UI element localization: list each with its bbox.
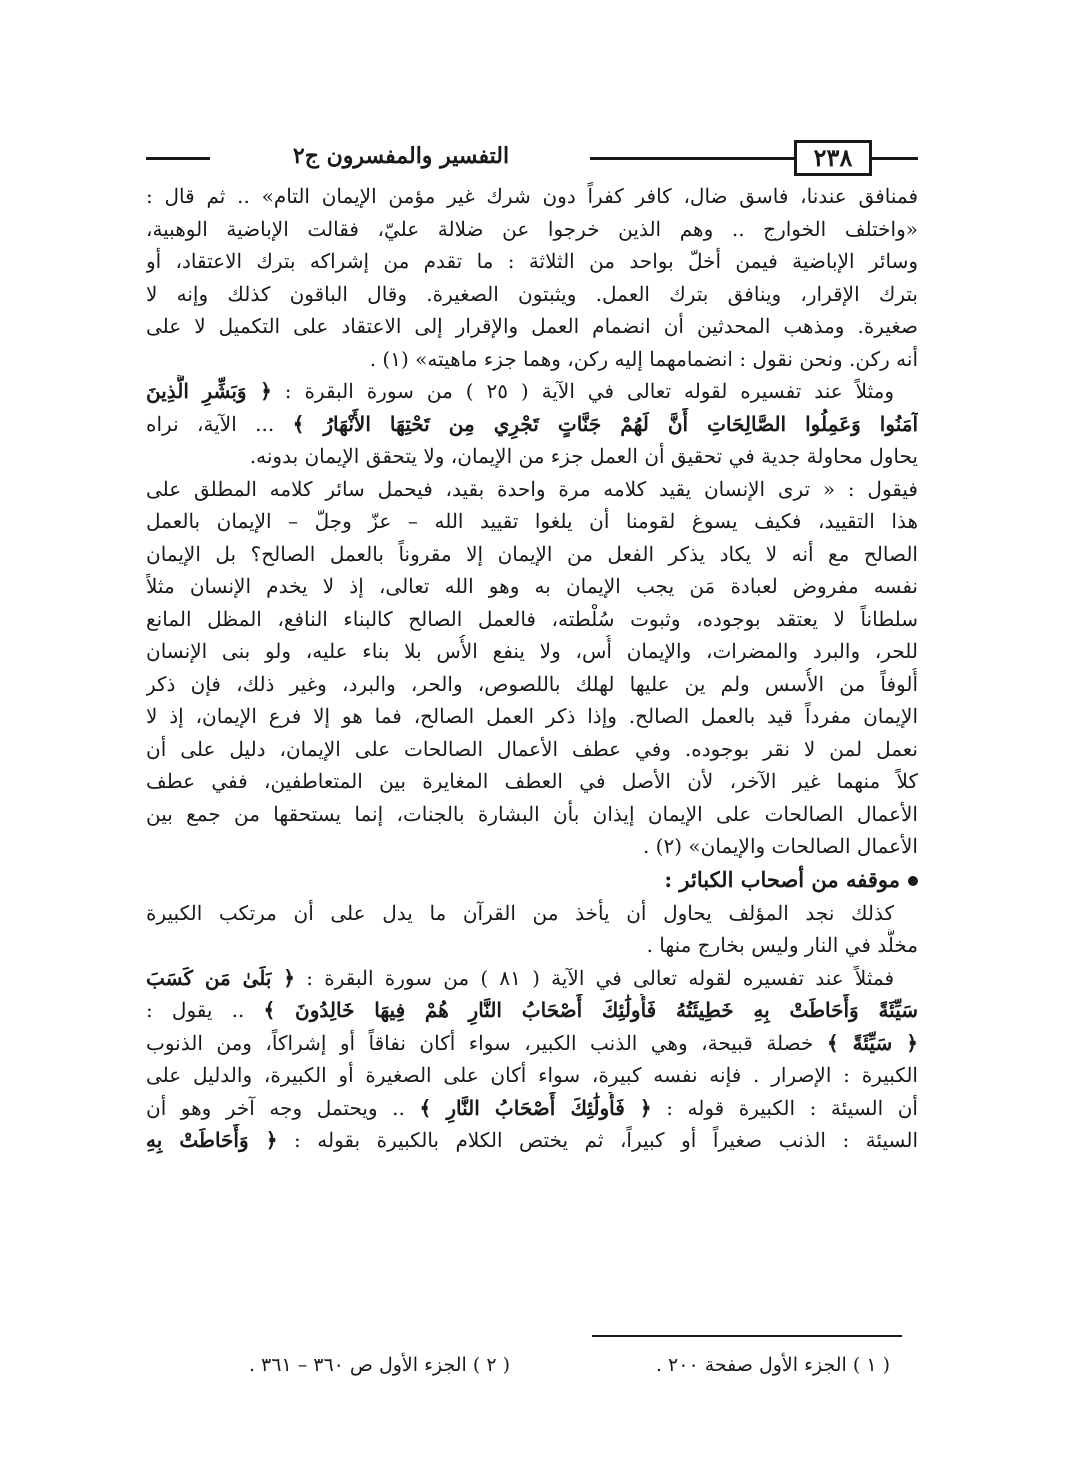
text-line: كلاً منهما غير الآخر، لأن الأصل في العطف المغايرة بين المتعاطفين، ففي عطف <box>146 769 918 793</box>
text-line: مخلَّد في النار وليس بخارج منها . <box>646 933 918 957</box>
text-line: للحر، والبرد والمضرات، والإيمان أُس، ولا ينفع الأُس بلا بناء عليه، ولو بنى الإنسان <box>146 639 918 663</box>
text-line: نفسه مفروض لعبادة مَن يجب الإيمان به وهو الله تعالى، إذ لا يخدم الإنسان مثلاً <box>146 574 918 598</box>
quran-verse: ﴿ وَأَحَاطَتْ بِهِ <box>146 1128 278 1152</box>
header-rule-left <box>146 157 210 160</box>
text-line: الأعمال الصالحات والإيمان» (٢) . <box>642 834 918 858</box>
text-line: سلطاناً لا يعتقد بوجوده، وثبوت سُلْطته، فالعمل الصالح كالبناء النافع، المظل المانع <box>146 606 918 631</box>
quran-verse: ﴿ سَيِّئَةً ﴾ <box>826 1030 918 1055</box>
text-line <box>146 408 918 441</box>
text-line: صغيرة. ومذهب المحدثين أن انضمام العمل والإقرار إلى الاعتقاد على التكميل لا على <box>146 314 918 338</box>
text-run: أن السيئة : الكبيرة قوله : <box>666 1095 918 1120</box>
text-line: فيقول : « ترى الإنسان يقيد كلامه مرة واحدة بقيد، فيحمل سائر كلامه المطلق على <box>146 476 918 501</box>
text-line: الصالح مع أنه لا يكاد يذكر الفعل من الإيمان إلا مقروناً بالعمل الصالح؟ بل الإيمان <box>146 541 918 566</box>
text-run: ... الآية، نراه <box>146 411 275 436</box>
footnotes <box>200 1350 890 1380</box>
section-heading <box>146 863 918 897</box>
text-line: أنه ركن. ونحن نقول : انضمامهما إليه ركن، وهما جزء ماهيته» (١) . <box>369 346 918 371</box>
section-heading-text: موقفه من أصحاب الكبائر : <box>664 866 900 892</box>
header-title: التفسير والمفسرون ج٢ <box>292 143 510 169</box>
text-line: الإيمان مفرداً قيد بالعمل الصالح. وإذا ذكر العمل الصالح، فما هو إلا فرع الإيمان، إذ لا <box>146 704 918 728</box>
text-run: ومثلاً عند تفسيره لقوله تعالى في الآية ( ٢٥ ) من سورة البقرة : <box>284 379 895 403</box>
quran-verse: ﴿ فَأُولَٰئِكَ أَصْحَابُ النَّارِ ﴾ <box>419 1095 652 1120</box>
text-line: كذلك نجد المؤلف يحاول أن يأخذ من القرآن ما يدل على أن مرتكب الكبيرة <box>146 900 894 925</box>
quran-verse: سَيِّئَةً وَأَحَاطَتْ بِهِ خَطِيئَتُهُ فَأُولَٰئِكَ أَصْحَابُ النَّارِ هُمْ فِيهَا خَالِدُونَ ﴾ <box>263 998 918 1022</box>
page-body <box>146 180 918 1157</box>
text-line: يحاول محاولة جدية في تحقيق أن العمل جزء من الإيمان، ولا يتحقق الإيمان بدونه. <box>249 444 918 468</box>
text-line: وسائر الإباضية فيمن أخلّ بواحد من الثلاثة : ما تقدم من إشراكه بترك الاعتقاد، أو <box>146 249 918 273</box>
text-line <box>146 1092 918 1125</box>
text-line <box>146 375 918 408</box>
text-line: فمنافق عندنا، فاسق ضال، كافر كفراً دون شرك غير مؤمن الإيمان التام» .. ثم قال : <box>146 184 918 208</box>
text-line: نعمل لمن لا نقر بوجوده. وفي عطف الأعمال الصالحات على الإيمان، دليل على أن <box>146 736 918 761</box>
text-run: .. ويحتمل وجه آخر وهو أن <box>146 1095 405 1120</box>
text-line: أُلوفاً من الأُسس ولم ين عليها لهلك باللصوص، والحر، والبرد، وغير ذلك، فإن ذكر <box>146 671 918 696</box>
header-rule-right <box>870 157 918 160</box>
text-run: خصلة قبيحة، وهي الذنب الكبير، سواء أكان نفاقاً أو إشراكاً، ومن الذنوب <box>146 1030 814 1055</box>
header-rule-middle <box>590 157 794 160</box>
text-line: الكبيرة : الإصرار . فإنه نفسه كبيرة، سواء أكان على الصغيرة أو الكبيرة، والدليل على <box>146 1063 918 1087</box>
text-run: السيئة : الذنب صغيراً أو كبيراً، ثم يختص الكلام بالكبيرة بقوله : <box>294 1128 918 1152</box>
footnote-2: ( ٢ ) الجزء الأول ص ٣٦٠ – ٣٦١ . <box>248 1354 510 1376</box>
quran-verse: ﴿ بَلَىٰ مَن كَسَبَ <box>146 965 296 990</box>
text-line <box>146 962 918 995</box>
running-header <box>146 140 918 176</box>
text-line <box>146 1124 918 1157</box>
footnote-rule <box>592 1335 902 1337</box>
text-line: بترك الإقرار، وينافق بترك العمل. ويثبتون الصغيرة. وقال الباقون كذلك وإنه لا <box>146 281 918 306</box>
text-line <box>146 1027 918 1060</box>
text-line: «واختلف الخوارج .. وهم الذين خرجوا عن ضلالة عليّ، فقالت الإباضية الوهبية، <box>146 216 918 241</box>
quran-verse: ﴿ وَبَشِّرِ الَّذِينَ <box>146 379 272 403</box>
text-run: .. يقول : <box>146 998 245 1022</box>
text-line <box>146 994 918 1027</box>
footnote-1: ( ١ ) الجزء الأول صفحة ٢٠٠ . <box>655 1354 890 1376</box>
page-number: ٢٣٨ <box>794 140 872 176</box>
text-line: هذا التقييد، فكيف يسوغ لقومنا أن يلغوا تقييد الله – عزّ وجلّ – الإيمان بالعمل <box>146 509 918 533</box>
text-line: الأعمال الصالحات على الإيمان إيذان بأن البشارة بالجنات، إنما يستحقها من جمع بين <box>146 801 918 826</box>
bullet-icon <box>908 876 918 886</box>
text-run: فمثلاً عند تفسيره لقوله تعالى في الآية ( ٨١ ) من سورة البقرة : <box>306 965 895 990</box>
quran-verse: آمَنُوا وَعَمِلُوا الصَّالِحَاتِ أَنَّ لَهُمْ جَنَّاتٍ تَجْرِي مِن تَحْتِهَا الأَنْهَارُ ﴾ <box>292 411 918 436</box>
